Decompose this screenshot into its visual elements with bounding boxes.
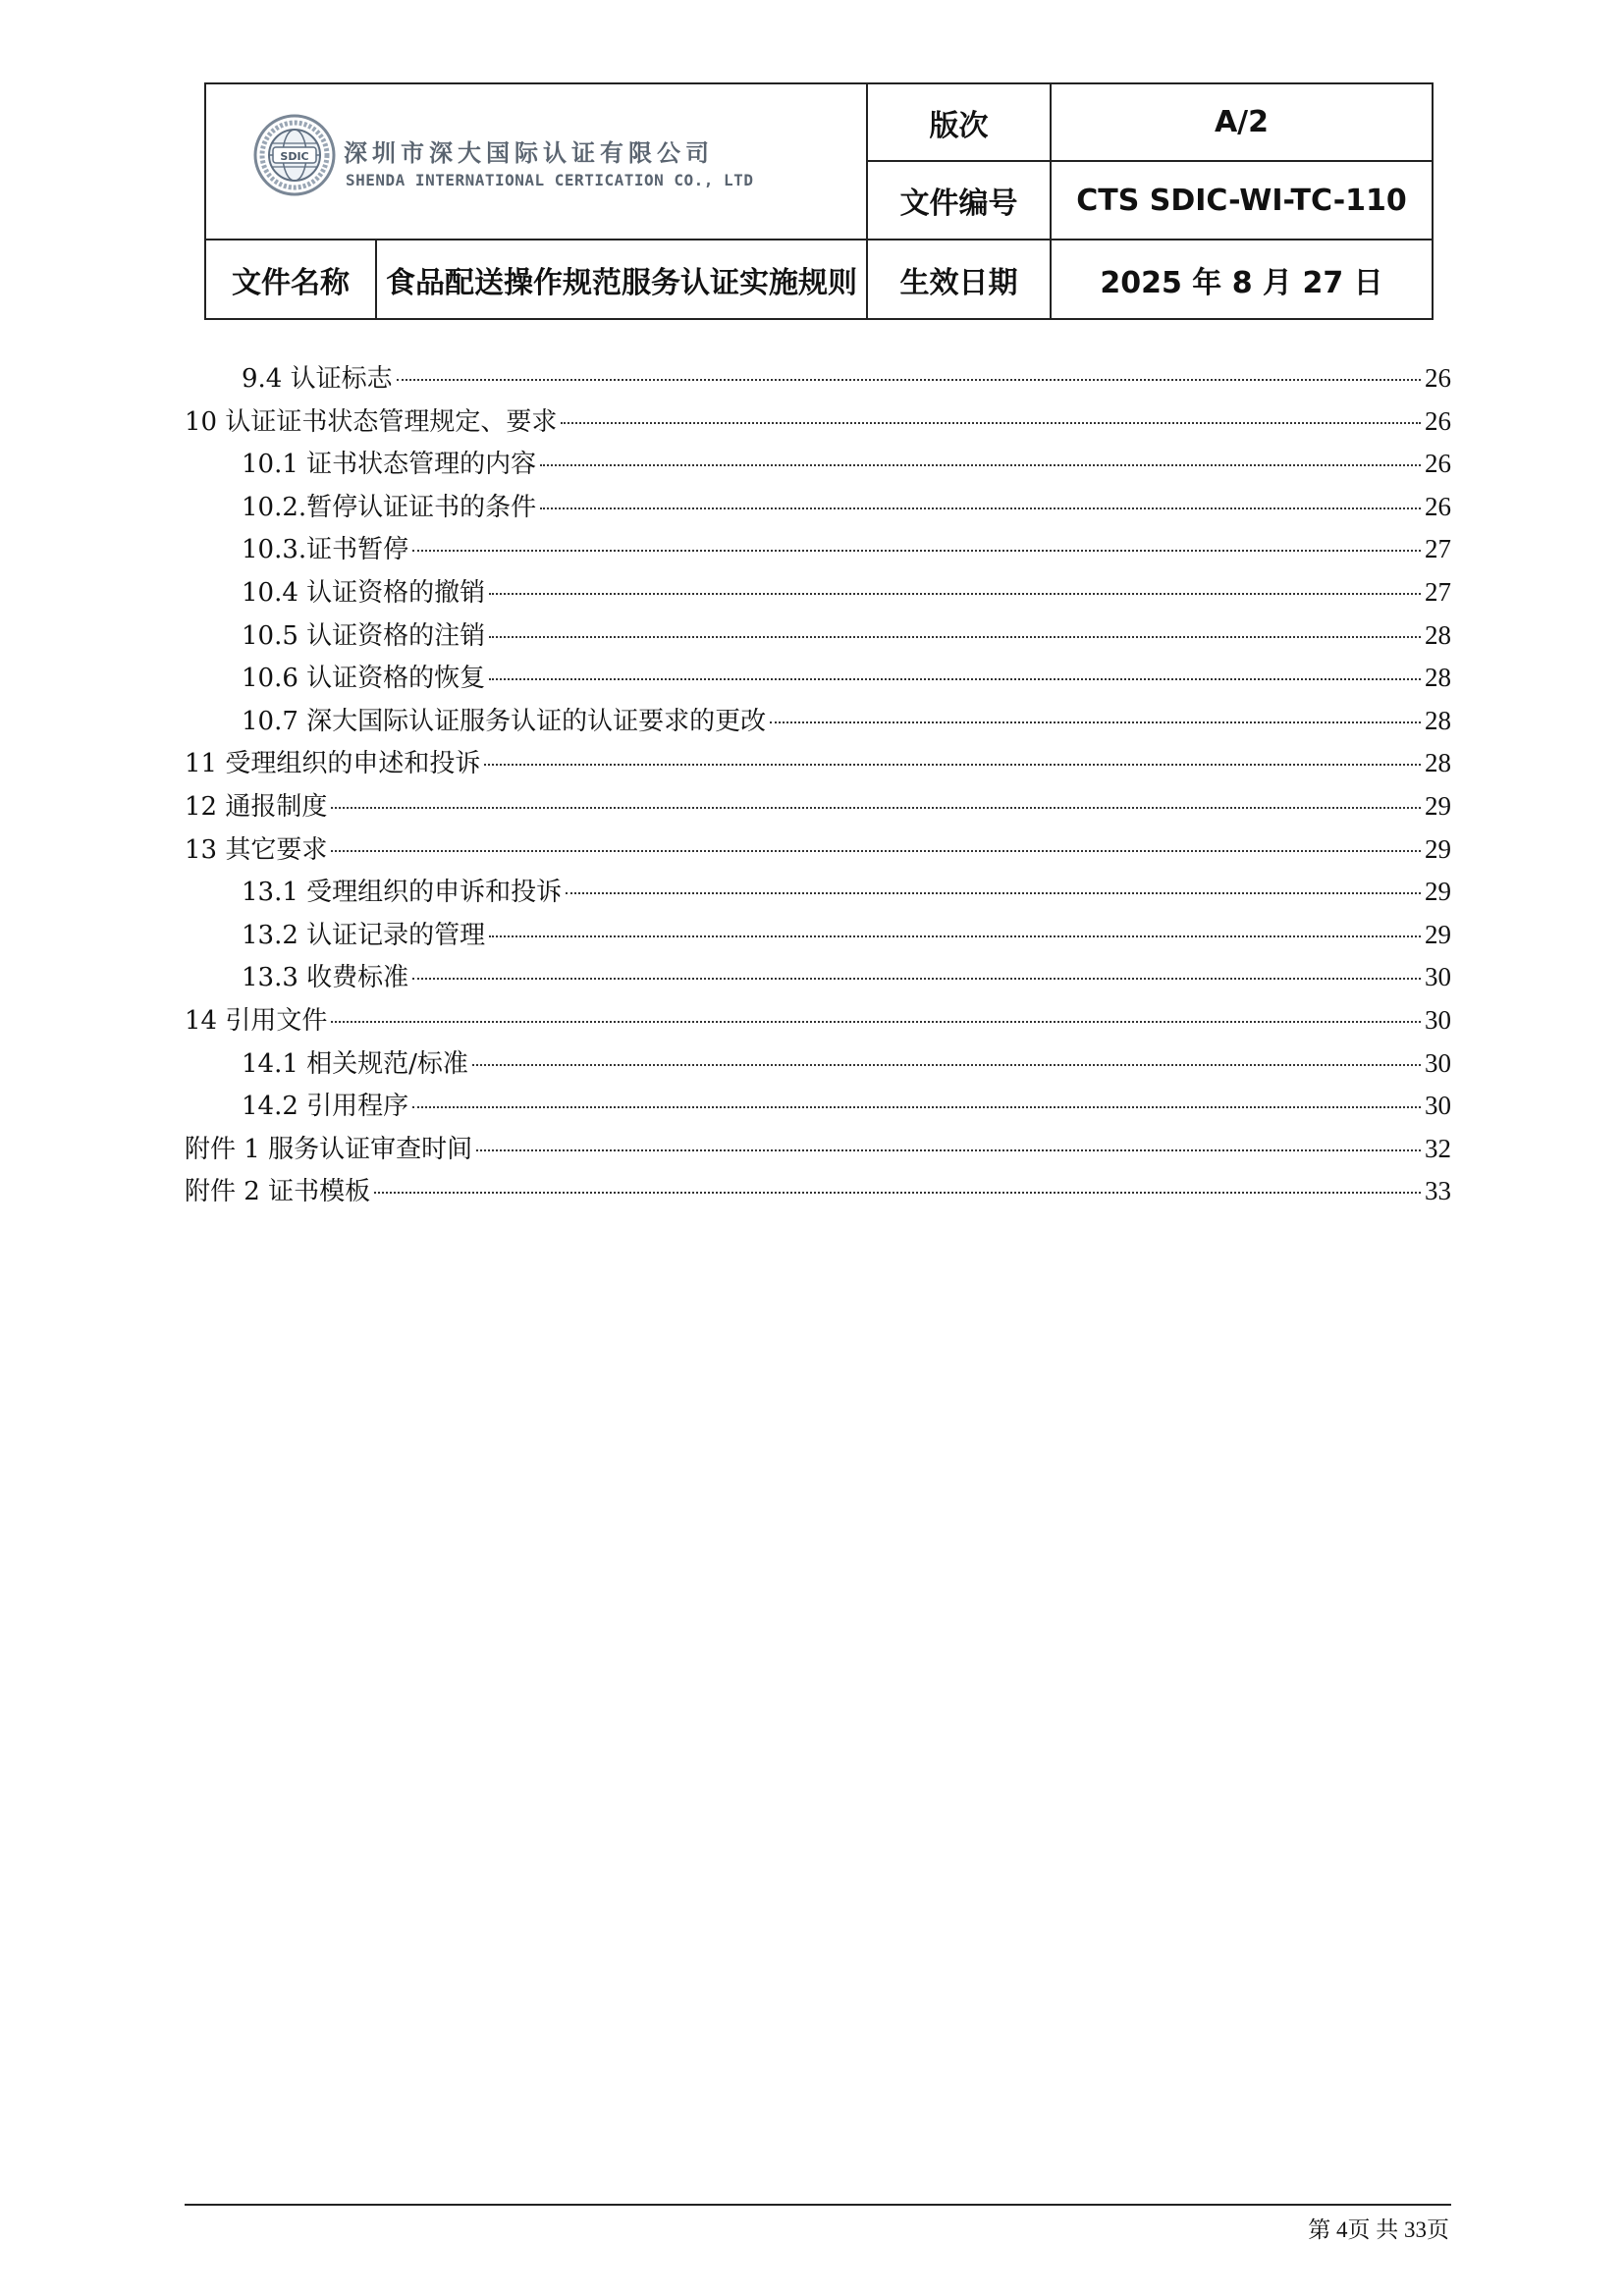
toc-entry-title: 10.1 证书状态管理的内容: [242, 450, 537, 480]
toc-entry[interactable]: [185, 486, 1451, 529]
effective-date-value: 2025 年 8 月 27 日: [1051, 240, 1433, 319]
toc-entry-title: 10.3.证书暂停: [242, 535, 409, 565]
toc-entry-title: 13.1 受理组织的申诉和投诉: [242, 878, 563, 908]
toc-dot-leader: [331, 850, 1421, 852]
toc-dot-leader: [489, 636, 1421, 638]
toc-entry[interactable]: [185, 1042, 1451, 1086]
doc-number-value: CTS SDIC-WI-TC-110: [1051, 161, 1433, 240]
doc-number-label: 文件编号: [867, 161, 1051, 240]
toc-dot-leader: [397, 379, 1421, 381]
toc-entry-title: 10.4 认证资格的撤销: [242, 577, 486, 608]
toc-entry-title: 14 引用文件: [185, 1005, 328, 1036]
toc-entry-page-number: 26: [1425, 405, 1451, 436]
toc-dot-leader: [561, 422, 1421, 424]
company-name-en: SHENDA INTERNATIONAL CERTICATION CO., LTD: [346, 171, 754, 189]
doc-name-label: 文件名称: [205, 240, 376, 319]
toc-entry[interactable]: [185, 785, 1451, 828]
toc-entry-page-number: 30: [1425, 1004, 1451, 1035]
toc-entry-title: 13.3 收费标准: [242, 963, 409, 993]
toc-entry-page-number: 32: [1425, 1133, 1451, 1163]
doc-name-value: 食品配送操作规范服务认证实施规则: [376, 240, 867, 319]
toc-entry-page-number: 28: [1425, 663, 1451, 693]
toc-dot-leader: [540, 464, 1421, 466]
footer-divider: [185, 2204, 1451, 2206]
toc-entry[interactable]: [185, 700, 1451, 743]
toc-entry-page-number: 33: [1425, 1176, 1451, 1206]
toc-entry[interactable]: [185, 443, 1451, 486]
toc-entry[interactable]: [185, 828, 1451, 872]
toc-entry-title: 12 通报制度: [185, 791, 328, 822]
toc-dot-leader: [489, 593, 1421, 595]
toc-dot-leader: [484, 764, 1421, 766]
toc-entry-title: 10.2.暂停认证证书的条件: [242, 492, 537, 522]
toc-entry-page-number: 27: [1425, 576, 1451, 607]
toc-dot-leader: [476, 1149, 1421, 1151]
toc-entry-page-number: 29: [1425, 833, 1451, 864]
toc-entry[interactable]: [185, 657, 1451, 700]
toc-dot-leader: [489, 678, 1421, 680]
footer-page-info: 第 4页 共 33页: [1308, 2217, 1449, 2242]
version-label: 版次: [867, 83, 1051, 161]
toc-entry-title: 10.7 深大国际认证服务认证的认证要求的更改: [242, 706, 767, 736]
document-header-table: [204, 82, 1434, 320]
globe-logo-icon: [253, 114, 336, 196]
toc-entry-title: 10.5 认证资格的注销: [242, 620, 486, 651]
toc-entry-title: 13.2 认证记录的管理: [242, 920, 486, 950]
toc-entry[interactable]: [185, 742, 1451, 785]
toc-dot-leader: [770, 721, 1421, 723]
company-logo-cell: [205, 83, 867, 240]
toc-entry[interactable]: [185, 956, 1451, 999]
logo-text: SDIC: [280, 150, 309, 163]
toc-dot-leader: [331, 807, 1421, 809]
toc-entry-page-number: 29: [1425, 877, 1451, 907]
toc-entry-page-number: 26: [1425, 491, 1451, 521]
toc-entry-page-number: 28: [1425, 748, 1451, 778]
toc-entry[interactable]: [185, 1170, 1451, 1213]
toc-entry-page-number: 26: [1425, 363, 1451, 393]
toc-entry[interactable]: [185, 400, 1451, 444]
toc-entry-title: 14.2 引用程序: [242, 1092, 409, 1122]
toc-entry[interactable]: [185, 614, 1451, 658]
toc-entry-title: 13 其它要求: [185, 834, 328, 865]
table-of-contents: [185, 357, 1451, 1213]
toc-dot-leader: [566, 892, 1421, 894]
toc-entry[interactable]: [185, 528, 1451, 571]
version-value: A/2: [1051, 83, 1433, 161]
toc-entry-page-number: 30: [1425, 1091, 1451, 1121]
toc-entry[interactable]: [185, 914, 1451, 957]
toc-dot-leader: [412, 978, 1421, 980]
toc-entry-page-number: 29: [1425, 790, 1451, 821]
toc-entry-page-number: 27: [1425, 534, 1451, 564]
toc-entry-title: 9.4 认证标志: [242, 364, 393, 394]
toc-entry[interactable]: [185, 999, 1451, 1042]
effective-date-label: 生效日期: [867, 240, 1051, 319]
toc-dot-leader: [489, 935, 1421, 937]
toc-dot-leader: [412, 550, 1421, 552]
toc-entry-page-number: 29: [1425, 919, 1451, 949]
toc-entry-title: 11 受理组织的申述和投诉: [185, 749, 481, 779]
company-logo: [253, 114, 803, 222]
toc-entry[interactable]: [185, 1128, 1451, 1171]
toc-dot-leader: [412, 1106, 1421, 1108]
toc-entry-title: 10 认证证书状态管理规定、要求: [185, 406, 558, 437]
toc-entry-title: 附件 1 服务认证审查时间: [185, 1134, 473, 1164]
toc-entry-page-number: 30: [1425, 962, 1451, 992]
toc-entry-page-number: 30: [1425, 1047, 1451, 1078]
toc-entry[interactable]: [185, 571, 1451, 614]
toc-entry-page-number: 26: [1425, 449, 1451, 479]
toc-entry-title: 14.1 相关规范/标准: [242, 1048, 468, 1079]
toc-entry-title: 附件 2 证书模板: [185, 1177, 371, 1207]
toc-entry-page-number: 28: [1425, 705, 1451, 735]
company-name-cn: 深圳市深大国际认证有限公司: [344, 139, 714, 167]
toc-dot-leader: [540, 507, 1421, 509]
toc-dot-leader: [331, 1021, 1421, 1023]
toc-entry[interactable]: [185, 1085, 1451, 1128]
toc-dot-leader: [472, 1064, 1421, 1066]
toc-entry[interactable]: [185, 357, 1451, 400]
toc-entry-page-number: 28: [1425, 619, 1451, 650]
toc-entry-title: 10.6 认证资格的恢复: [242, 664, 486, 694]
toc-entry[interactable]: [185, 871, 1451, 914]
toc-dot-leader: [374, 1192, 1421, 1194]
